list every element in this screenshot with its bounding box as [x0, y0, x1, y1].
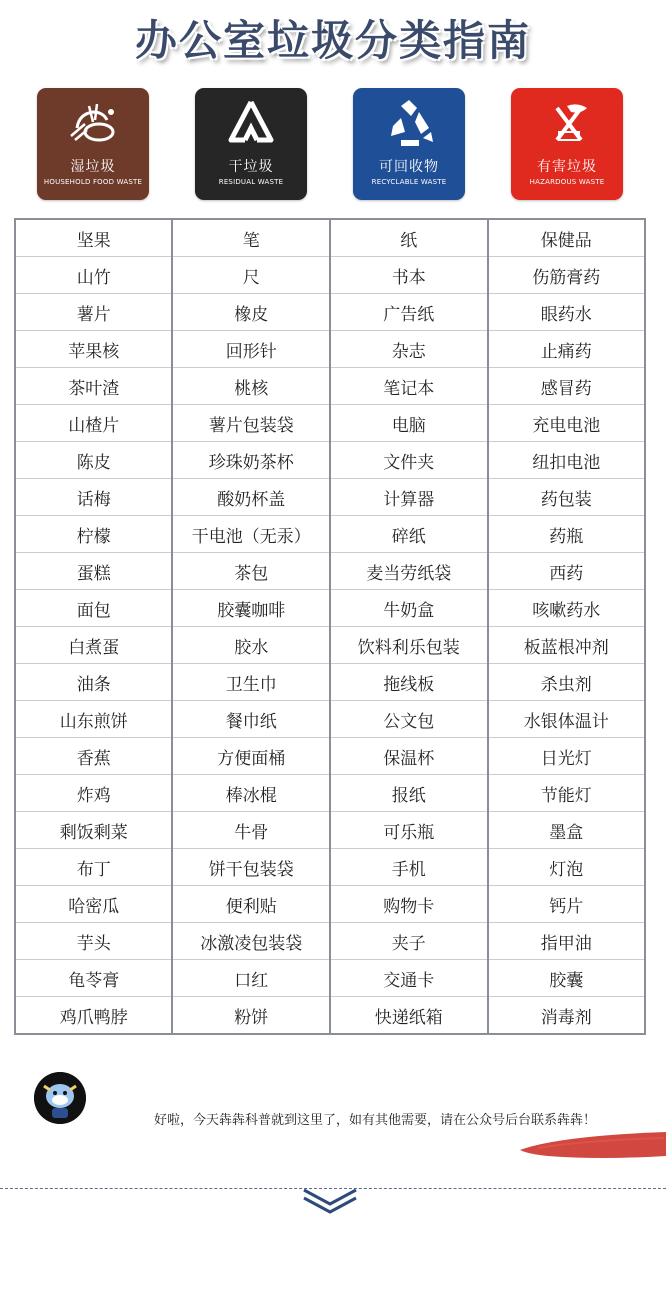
- table-cell: 麦当劳纸袋: [330, 553, 487, 590]
- table-cell: 芋头: [15, 923, 172, 960]
- table-cell: 冰激凌包装袋: [172, 923, 330, 960]
- table-cell: 茶包: [172, 553, 330, 590]
- table-cell: 感冒药: [488, 368, 645, 405]
- table-row: [15, 331, 645, 368]
- bin-hazardous-waste: [511, 88, 623, 200]
- bin-label: 有害垃圾: [537, 159, 597, 175]
- table-row: [15, 738, 645, 775]
- table-cell: 粉饼: [172, 997, 330, 1035]
- table-cell: 剩饭剩菜: [15, 812, 172, 849]
- table-cell: 可乐瓶: [330, 812, 487, 849]
- bin-label-en: RECYCLABLE WASTE: [371, 178, 447, 186]
- table-cell: 山楂片: [15, 405, 172, 442]
- bin-label: 湿垃圾: [70, 159, 116, 175]
- bin-label: 可回收物: [379, 159, 439, 175]
- avatar: [34, 1072, 86, 1124]
- table-cell: 药瓶: [488, 516, 645, 553]
- table-cell: 电脑: [330, 405, 487, 442]
- table-cell: 购物卡: [330, 886, 487, 923]
- bin-residual-waste: [195, 88, 307, 200]
- bin-recyclable-waste: [353, 88, 465, 200]
- table-cell: 笔: [172, 219, 330, 257]
- table-cell: 笔记本: [330, 368, 487, 405]
- table-row: [15, 257, 645, 294]
- table-cell: 橡皮: [172, 294, 330, 331]
- table-row: [15, 886, 645, 923]
- table-cell: 公文包: [330, 701, 487, 738]
- table-cell: 纸: [330, 219, 487, 257]
- table-cell: 干电池（无汞）: [172, 516, 330, 553]
- table-row: [15, 849, 645, 886]
- bin-label-en: RESIDUAL WASTE: [218, 178, 284, 186]
- table-cell: 蛋糕: [15, 553, 172, 590]
- table-cell: 墨盒: [488, 812, 645, 849]
- table-cell: 牛骨: [172, 812, 330, 849]
- table-row: [15, 516, 645, 553]
- table-cell: 充电电池: [488, 405, 645, 442]
- bin-category-row: [0, 88, 666, 202]
- table-cell: 方便面桶: [172, 738, 330, 775]
- table-cell: 广告纸: [330, 294, 487, 331]
- table-cell: 哈密瓜: [15, 886, 172, 923]
- table-cell: 碎纸: [330, 516, 487, 553]
- table-cell: 牛奶盒: [330, 590, 487, 627]
- table-cell: 饮料利乐包装: [330, 627, 487, 664]
- table-cell: 报纸: [330, 775, 487, 812]
- residual-waste-icon: [221, 98, 281, 148]
- table-cell: 药包装: [488, 479, 645, 516]
- table-row: [15, 368, 645, 405]
- table-cell: 纽扣电池: [488, 442, 645, 479]
- table-row: [15, 775, 645, 812]
- table-row: [15, 627, 645, 664]
- table-cell: 鸡爪鸭脖: [15, 997, 172, 1035]
- table-cell: 薯片: [15, 294, 172, 331]
- page-title: 办公室垃圾分类指南: [134, 16, 531, 65]
- table-row: [15, 479, 645, 516]
- table-cell: 布丁: [15, 849, 172, 886]
- table-cell: 手机: [330, 849, 487, 886]
- table-cell: 饼干包装袋: [172, 849, 330, 886]
- table-cell: 桃核: [172, 368, 330, 405]
- table-cell: 炸鸡: [15, 775, 172, 812]
- table-cell: 杀虫剂: [488, 664, 645, 701]
- table-cell: 咳嗽药水: [488, 590, 645, 627]
- table-row: [15, 219, 645, 257]
- table-row: [15, 997, 645, 1035]
- table-cell: 香蕉: [15, 738, 172, 775]
- table-cell: 山东煎饼: [15, 701, 172, 738]
- table-cell: 节能灯: [488, 775, 645, 812]
- table-cell: 餐巾纸: [172, 701, 330, 738]
- table-cell: 油条: [15, 664, 172, 701]
- hazardous-icon: [537, 98, 597, 148]
- table-cell: 止痛药: [488, 331, 645, 368]
- table-cell: 茶叶渣: [15, 368, 172, 405]
- table-cell: 尺: [172, 257, 330, 294]
- table-cell: 珍珠奶茶杯: [172, 442, 330, 479]
- table-cell: 消毒剂: [488, 997, 645, 1035]
- table-cell: 拖线板: [330, 664, 487, 701]
- table-cell: 薯片包装袋: [172, 405, 330, 442]
- table-cell: 灯泡: [488, 849, 645, 886]
- table-cell: 龟苓膏: [15, 960, 172, 997]
- bin-label: 干垃圾: [228, 159, 274, 175]
- table-cell: 话梅: [15, 479, 172, 516]
- table-row: [15, 664, 645, 701]
- bin-label-en: HOUSEHOLD FOOD WASTE: [43, 178, 143, 186]
- table-cell: 眼药水: [488, 294, 645, 331]
- table-row: [15, 294, 645, 331]
- waste-items-table: [14, 218, 646, 1035]
- chevron-down-icon: [302, 1188, 358, 1214]
- header: [0, 0, 666, 82]
- table-cell: 便利贴: [172, 886, 330, 923]
- table-cell: 山竹: [15, 257, 172, 294]
- table-cell: 柠檬: [15, 516, 172, 553]
- table-cell: 保温杯: [330, 738, 487, 775]
- table-cell: 伤筋膏药: [488, 257, 645, 294]
- table-cell: 胶水: [172, 627, 330, 664]
- food-waste-icon: [63, 98, 123, 148]
- table-row: [15, 960, 645, 997]
- bin-household-food-waste: [37, 88, 149, 200]
- closing-message: 好啦，今天犇犇科普就到这里了，如有其他需要，请在公众号后台联系犇犇！: [154, 1113, 597, 1128]
- table-cell: 胶囊咖啡: [172, 590, 330, 627]
- table-cell: 日光灯: [488, 738, 645, 775]
- table-row: [15, 701, 645, 738]
- recycle-icon: [379, 98, 439, 148]
- table-row: [15, 590, 645, 627]
- table-row: [15, 923, 645, 960]
- table-cell: 回形针: [172, 331, 330, 368]
- table-cell: 保健品: [488, 219, 645, 257]
- table-cell: 板蓝根冲剂: [488, 627, 645, 664]
- table-cell: 坚果: [15, 219, 172, 257]
- table-cell: 苹果核: [15, 331, 172, 368]
- table-cell: 陈皮: [15, 442, 172, 479]
- table-cell: 口红: [172, 960, 330, 997]
- table-cell: 棒冰棍: [172, 775, 330, 812]
- table-cell: 面包: [15, 590, 172, 627]
- table-cell: 钙片: [488, 886, 645, 923]
- table-cell: 胶囊: [488, 960, 645, 997]
- table-cell: 快递纸箱: [330, 997, 487, 1035]
- table-cell: 书本: [330, 257, 487, 294]
- table-row: [15, 812, 645, 849]
- table-cell: 水银体温计: [488, 701, 645, 738]
- table-cell: 交通卡: [330, 960, 487, 997]
- table-row: [15, 405, 645, 442]
- red-brush-stroke: [518, 1126, 666, 1166]
- table-cell: 卫生巾: [172, 664, 330, 701]
- table-cell: 西药: [488, 553, 645, 590]
- table-cell: 白煮蛋: [15, 627, 172, 664]
- table-cell: 酸奶杯盖: [172, 479, 330, 516]
- table-cell: 指甲油: [488, 923, 645, 960]
- table-row: [15, 553, 645, 590]
- table-cell: 夹子: [330, 923, 487, 960]
- table-cell: 杂志: [330, 331, 487, 368]
- table-row: [15, 442, 645, 479]
- bin-label-en: HAZARDOUS WASTE: [529, 178, 605, 186]
- table-cell: 文件夹: [330, 442, 487, 479]
- table-cell: 计算器: [330, 479, 487, 516]
